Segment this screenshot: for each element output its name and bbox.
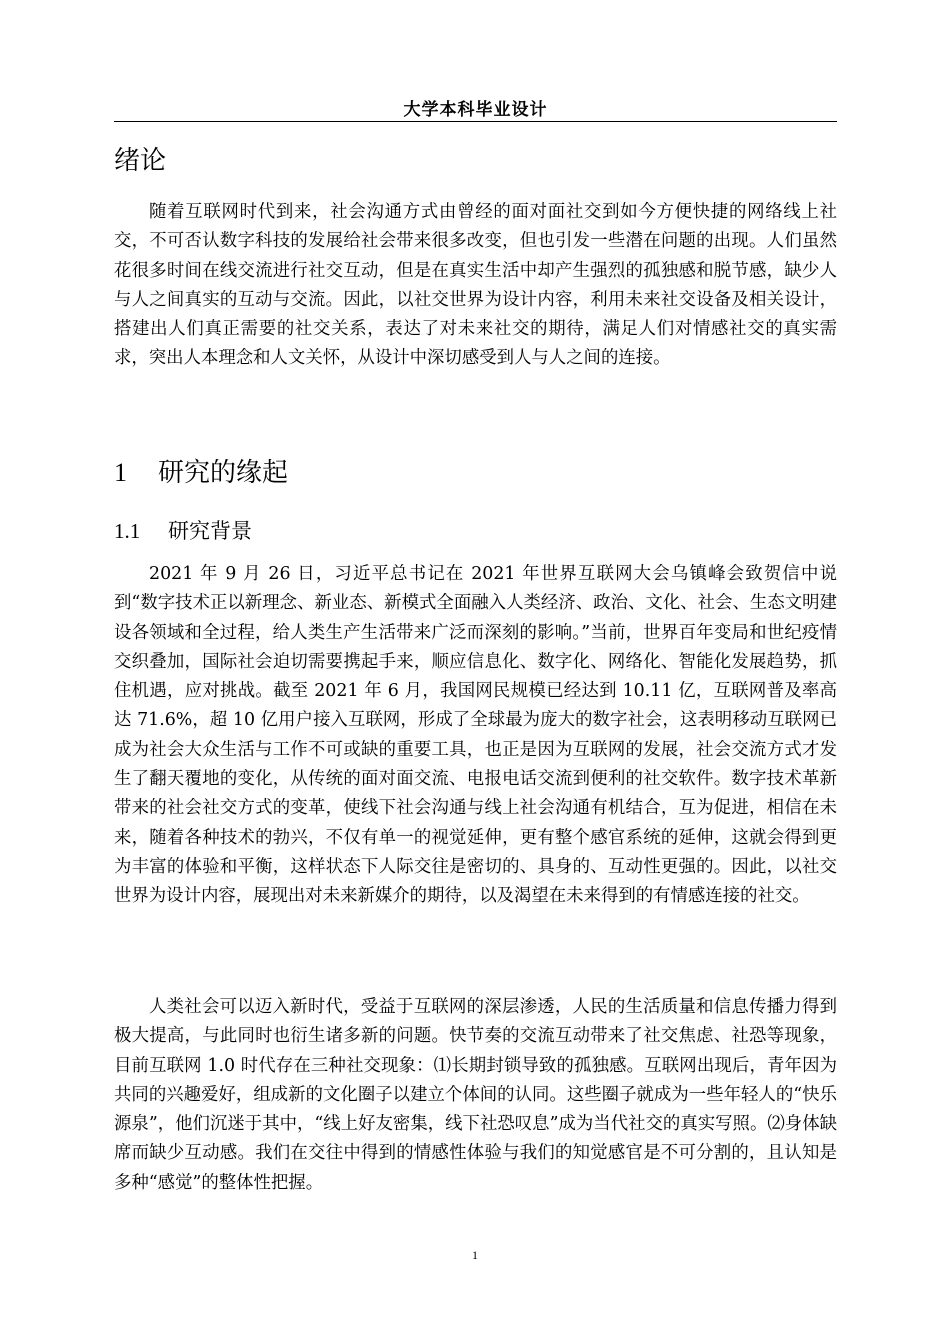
body-paragraph: 2021 年 9 月 26 日，习近平总书记在 2021 年世界互联网大会乌镇峰会致贺信中说到“数字技术正以新理念、新业态、新模式全面融入人类经济、政治、文化、社会、生态文明建设各领域和全过程，给人类生产生活带来广泛而深刻的影响。”当前，世界百年变局和世纪疫情交织叠加，国际社会迫切需要携起手来，顺应信息化、数字化、网络化、智能化发展趋势，抓住机遇，应对挑战。截至 2021 年 6 月，我国网民规模已经达到 10.11 亿，互联网普及率高达 71.6%，超 10 亿用户接入互联网，形成了全球最为庞大的数字社会，这表明移动互联网已成为社会大众生活与工作不可或缺的重要工具，也正是因为互联网的发展，社会交流方式才发生了翻天覆地的变化，从传统的面对面交流、电报电话交流到便利的社交软件。数字技术革新带来的社会社交方式的变革，使线下社会沟通与线上社会沟通有机结合，互为促进，相信在未来，随着各种技术的勃兴，不仅有单一的视觉延伸，更有整个感官系统的延伸，这就会得到更为丰富的体验和平衡，这样状态下人际交往是密切的、具身的、互动性更强的。因此，以社交世界为设计内容，展现出对未来新媒介的期待，以及渴望在未来得到的有情感连接的社交。 bbox=[114, 564, 837, 907]
intro-heading: 绪论 bbox=[114, 146, 167, 176]
section-title: 研究背景 bbox=[168, 519, 252, 543]
section-number: 1.1 bbox=[114, 519, 141, 543]
chapter-title: 研究的缘起 bbox=[158, 458, 289, 488]
chapter-number: 1 bbox=[114, 458, 127, 487]
header-divider bbox=[114, 121, 837, 122]
intro-paragraph: 随着互联网时代到来，社会沟通方式由曾经的面对面社交到如今方便快捷的网络线上社交，不可否认数字科技的发展给社会带来很多改变，但也引发一些潜在问题的出现。人们虽然花很多时间在线交流进行社交互动，但是在真实生活中却产生强烈的孤独感和脱节感，缺少人与人之间真实的互动与交流。因此，以社交世界为设计内容，利用未来社交设备及相关设计，搭建出人们真正需要的社交关系，表达了对未来社交的期待，满足人们对情感社交的真实需求，突出人本理念和人文关怀，从设计中深切感受到人与人之间的连接。 bbox=[114, 202, 837, 369]
section-heading bbox=[114, 515, 252, 545]
page-number: 1 bbox=[472, 1248, 478, 1262]
page-header: 大学本科毕业设计 bbox=[403, 100, 548, 120]
body-paragraph: 人类社会可以迈入新时代，受益于互联网的深层渗透，人民的生活质量和信息传播力得到极大提高，与此同时也衍生诸多新的问题。快节奏的交流互动带来了社交焦虑、社恐等现象，目前互联网 1.0 时代存在三种社交现象：⑴长期封锁导致的孤独感。互联网出现后，青年因为共同的兴趣爱好，组成新的文化圈子以建立个体间的认同。这些圈子就成为一些年轻人的“快乐源泉”，他们沉迷于其中，“线上好友密集，线下社恐叹息”成为当代社交的真实写照。⑵身体缺席而缺少互动感。我们在交往中得到的情感性体验与我们的知觉感官是不可分割的，且认知是多种“感觉”的整体性把握。 bbox=[114, 997, 837, 1193]
chapter-heading bbox=[114, 452, 288, 489]
